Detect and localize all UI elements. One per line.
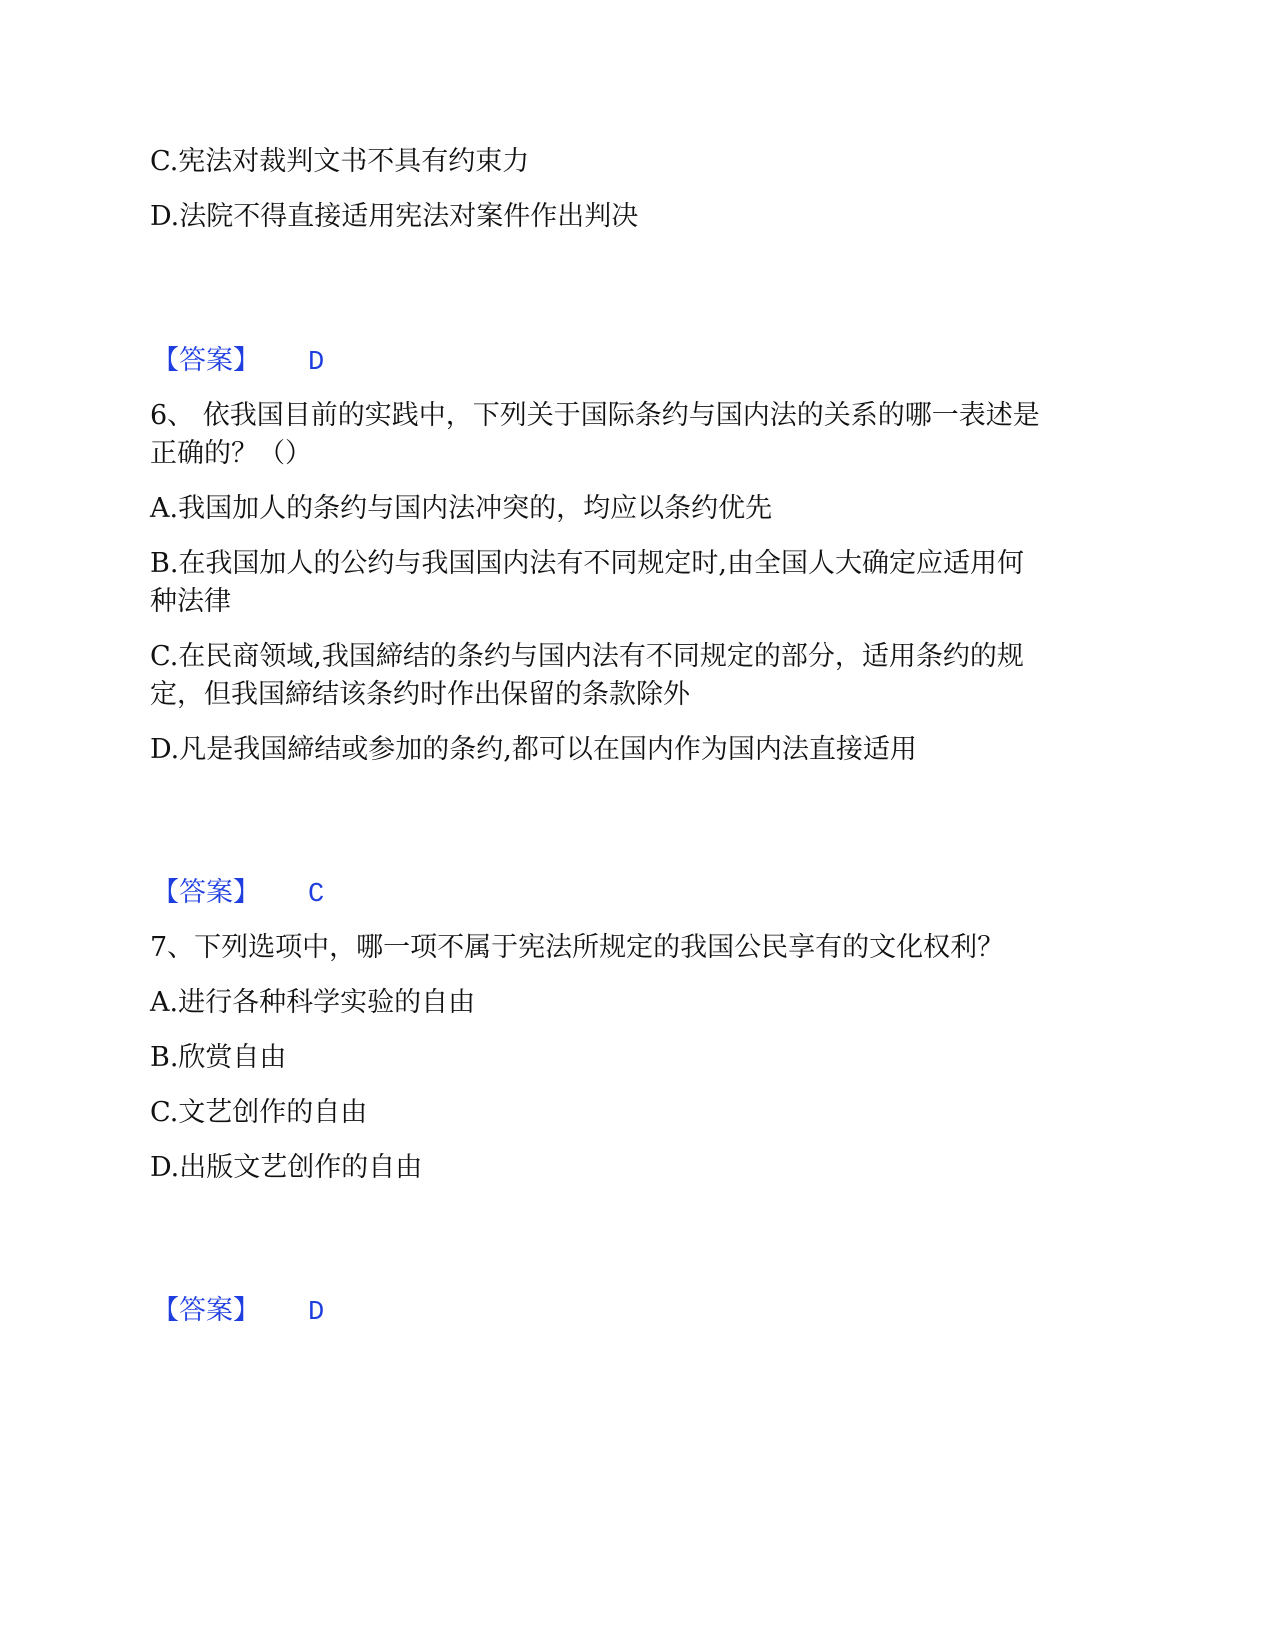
q6-option-c-line1: C.在民商领域,我国締结的条约与国内法有不同规定的部分，适用条约的规 (150, 641, 1024, 672)
q7-option-c: C.文艺创作的自由 (150, 1097, 368, 1128)
answer-value: D (308, 348, 325, 378)
q6-option-c-line2: 定，但我国締结该条约时作出保留的条款除外 (150, 679, 690, 710)
answer-label: 【答案】 (152, 877, 260, 908)
q7-option-a: A.进行各种科学实验的自由 (150, 987, 476, 1018)
q6-option-b-line1: B.在我国加人的公约与我国国内法有不同规定时,由全国人大确定应适用何 (150, 548, 1025, 579)
q5-answer (152, 341, 324, 383)
answer-value: C (308, 880, 325, 910)
q6-answer (152, 873, 324, 915)
answer-label: 【答案】 (152, 1295, 260, 1326)
q7-answer (152, 1291, 324, 1333)
answer-value: D (308, 1298, 325, 1328)
q6-option-b-line2: 种法律 (150, 586, 231, 617)
answer-label: 【答案】 (152, 345, 260, 376)
q5-option-d: D.法院不得直接适用宪法对案件作出判决 (150, 201, 639, 232)
q6-stem-line1: 6、 依我国目前的实践中，下列关于国际条约与国内法的关系的哪一表述是 (150, 400, 1040, 431)
q7-stem: 7、下列选项中，哪一项不属于宪法所规定的我国公民享有的文化权利？ (150, 932, 1005, 963)
q6-option-a: A.我国加人的条约与国内法冲突的，均应以条约优先 (150, 493, 773, 524)
q6-option-d: D.凡是我国締结或参加的条约,都可以在国内作为国内法直接适用 (150, 734, 917, 765)
q6-stem-line2: 正确的？（） (150, 438, 312, 469)
q7-option-b: B.欣赏自由 (150, 1042, 287, 1073)
q5-option-c: C.宪法对裁判文书不具有约束力 (150, 146, 530, 177)
q7-option-d: D.出版文艺创作的自由 (150, 1152, 423, 1183)
